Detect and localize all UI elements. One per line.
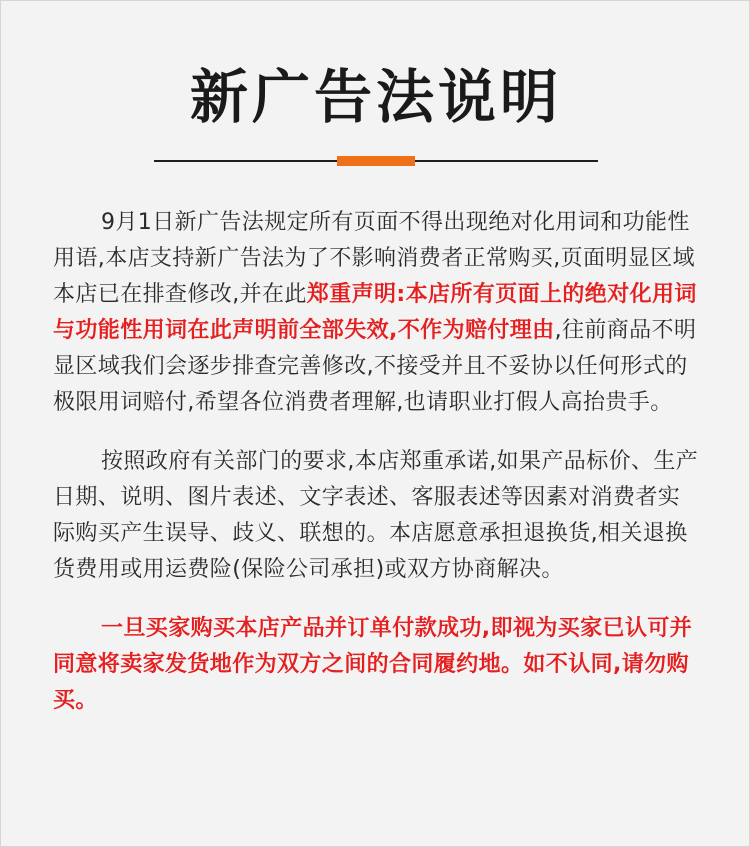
paragraph-ad-law bbox=[53, 205, 701, 421]
title-divider-accent bbox=[337, 156, 415, 166]
paragraph-ad-law-text: 9月1日新广告法规定所有页面不得出现绝对化用词和功能性用语,本店支持新广告法为了不影响消费者正常购买,页面明显区域本店已在排查修改,并在此 bbox=[53, 210, 695, 307]
paragraph-return-commitment: 按照政府有关部门的要求,本店郑重承诺,如果产品标价、生产日期、说明、图片表述、文字表述、客服表述等因素对消费者实际购买产生误导、歧义、联想的。本店愿意承担退换货,相关退换货费用或用运费险(保险公司承担)或双方协商解决。 bbox=[53, 449, 699, 582]
solemn-declaration-highlight: 郑重声明:本店所有页面上的绝对化用词与功能性用词在此声明前全部失效,不作为赔付理由 bbox=[53, 282, 697, 343]
paragraph-contract-location: 一旦买家购买本店产品并订单付款成功,即视为买家已认可并同意将卖家发货地作为双方之间的合同履约地。如不认同,请勿购买。 bbox=[53, 616, 693, 713]
page-title: 新广告法说明 bbox=[189, 63, 562, 131]
paragraph-ad-law-text-end: ,往前商品不明显区域我们会逐步排查完善修改,不接受并且不妥协以任何形式的极限用词赔付,希望各位消费者理解,也请职业打假人高抬贵手。 bbox=[53, 318, 697, 415]
notice-body bbox=[53, 205, 701, 742]
